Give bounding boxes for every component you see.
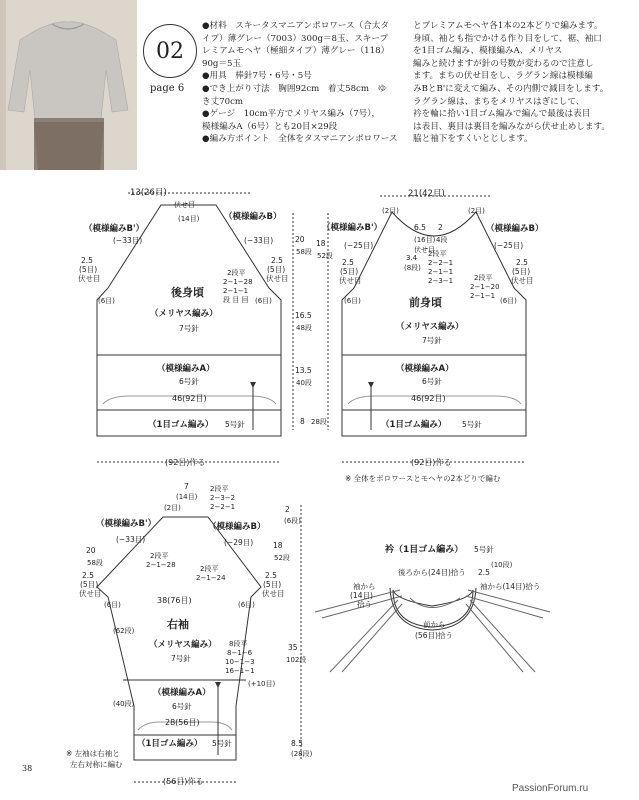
- front-top-width: 21(42目): [408, 189, 445, 199]
- front-neck-row-3: 2−1−1: [428, 268, 454, 276]
- instruction-line: ます。まちの伏せ目をし、ラグラン線は模様編: [413, 71, 593, 82]
- sleeve-dec-right: (−29目): [224, 538, 254, 547]
- sleeve-pattern-b-left: （模様編みB'）: [96, 519, 157, 529]
- back-dec-row-2: 2−1−28: [223, 278, 253, 286]
- back-six-right: (6目): [255, 297, 272, 305]
- collar-left-pick: 拾う: [357, 600, 372, 609]
- materials-line: ●でき上がり寸法 胸囲92cm 着丈58cm ゆ: [202, 83, 387, 94]
- sleeve-left-40: (40段): [113, 700, 135, 708]
- front-rag-row-1: 2段平: [474, 274, 493, 282]
- sleeve-rib-needle: 5号針: [212, 739, 232, 748]
- sleeve-top-row-1: 2段平: [210, 485, 229, 493]
- front-dec-left: (−25目): [344, 241, 374, 250]
- sleeve-left-58: 58段: [87, 559, 103, 567]
- instruction-line: 身頃、袖とも指でかける作り目をして、裾、袖口: [413, 33, 602, 44]
- sleeve-two-left: (2目): [164, 504, 181, 512]
- back-side-right-1: 2.5: [271, 256, 283, 265]
- collar-front-from: 前から: [423, 620, 446, 629]
- back-dim-8: 8: [300, 417, 305, 426]
- page-number: 38: [22, 764, 33, 773]
- front-width-46: 46(92目): [411, 394, 446, 403]
- front-six-left: (6目): [344, 297, 361, 305]
- collar-raglan-line-left-3: [330, 600, 398, 672]
- back-pattern-b-left: （模様編みB'）: [84, 224, 145, 234]
- sleeve-six-right: (6目): [238, 601, 255, 609]
- front-neck-row-1: 2段平: [428, 250, 447, 258]
- sleeve-dim-2: 2: [285, 505, 290, 514]
- collar-front-count: (56目)拾う: [415, 631, 453, 640]
- front-neck-row-2: 2−2−1: [428, 259, 454, 267]
- sleeve-dim-6: (6段): [284, 517, 301, 525]
- sleeve-top-row-2: 2−3−2: [210, 494, 236, 502]
- materials-line: ●用具 棒針7号・6号・5号: [202, 71, 312, 82]
- front-cast-on: (92目)作る: [411, 458, 452, 467]
- front-side-left-2: (5目): [340, 267, 359, 276]
- sleeve-cast-on: (56目)作る: [163, 777, 204, 786]
- instruction-line: 脇と袖下をすくいとじします。: [413, 134, 533, 145]
- back-six-left: (6目): [98, 297, 115, 305]
- sleeve-body-needle: 7号針: [171, 654, 191, 663]
- sleeve-pattern-b-right: （模様編みB）: [208, 522, 266, 532]
- back-dec-row-3: 2−1−1: [223, 287, 249, 295]
- front-neck-65: 6.5: [414, 223, 426, 232]
- sleeve-rows-left-2: 2−1−28: [146, 561, 176, 569]
- sleeve-dec-left: (−33目): [116, 535, 146, 544]
- back-title: 後身頃: [171, 286, 204, 299]
- sleeve-inc-row-1: 8段平: [229, 640, 248, 648]
- back-body-needle: 7号針: [179, 324, 199, 333]
- sleeve-inc-row-4: 16−1−1: [225, 667, 255, 675]
- sleeve-dim-28: (28段): [291, 750, 313, 758]
- front-two-left: (2目): [382, 207, 399, 215]
- sleeve-width-28: 28(56目): [165, 718, 200, 727]
- sleeve-rows-left-1: 2段平: [150, 552, 169, 560]
- sleeve-note-1: ※ 左袖は右袖と: [66, 749, 120, 758]
- front-neck-16: (16目): [414, 236, 436, 244]
- instruction-line: 編みと続けますが針の号数が変わるので注意し: [413, 58, 594, 69]
- back-dec-row-4: 段 目 回: [223, 296, 249, 304]
- front-dim-34: 3.4: [406, 254, 418, 262]
- instruction-line: 衿を輪に拾い1目ゴム編みで編んで最後は表目: [413, 109, 591, 120]
- sleeve-pattern-a-needle: 6号針: [172, 702, 192, 711]
- back-dim-135: 13.5: [295, 366, 312, 375]
- materials-line: ●ゲージ 10cm平方でメリヤス編み（7号），: [202, 109, 381, 120]
- back-side-left-1: 2.5: [81, 256, 93, 265]
- pattern-number: 02: [143, 24, 197, 78]
- back-dim-58: 58段: [296, 248, 312, 256]
- front-pattern-a-needle: 6号針: [422, 377, 442, 386]
- sleeve-dim-85: 8.5: [291, 739, 303, 748]
- instruction-line: ラグラン線は、まちをメリヤスはぎにして、: [413, 96, 585, 107]
- front-neck-bind: 伏せ目: [414, 246, 435, 254]
- back-dec-row-1: 2段平: [227, 269, 246, 277]
- sleeve-dim-18: 18: [273, 541, 283, 550]
- front-title: 前身頃: [409, 296, 442, 309]
- front-side-left-3: 伏せ目: [339, 276, 362, 285]
- sleeve-left-20: 20: [86, 546, 96, 555]
- materials-line: ●材料 スキータスマニアンポロワース（合太タ: [202, 21, 390, 31]
- back-rib: （1目ゴム編み）: [148, 420, 214, 430]
- materials-line: 模様編みA（6号）とも20目×29段: [202, 121, 338, 132]
- sleeve-side-left-2: (5目): [80, 580, 99, 589]
- collar-raglan-line-left-4: [342, 604, 402, 672]
- sleeve-body-stitch: （メリヤス編み）: [149, 640, 217, 650]
- back-pattern-b-right: （模様編みB）: [224, 212, 282, 222]
- sleeve-left-62: (62段): [113, 627, 135, 635]
- back-top-stitches: (14目): [178, 215, 200, 223]
- instruction-line: とプレミアムモヘヤ各1本の2本どりで編みます。: [413, 21, 603, 31]
- front-side-right-3: 伏せ目: [511, 276, 534, 285]
- back-dim-20: 20: [295, 235, 305, 244]
- front-pattern-b-left: （模様編みB'）: [322, 223, 383, 233]
- collar-dim-25: 2.5: [478, 568, 490, 577]
- materials-line: き丈70cm: [202, 96, 244, 107]
- collar-title: 衿（1目ゴム編み）: [385, 545, 464, 555]
- back-top-width: 13(26目): [130, 188, 167, 198]
- back-pattern-a: （模様編みA）: [157, 364, 215, 374]
- front-neck-4: 4段: [436, 236, 448, 244]
- front-pattern-a: （模様編みA）: [396, 364, 454, 374]
- sleeve-side-right-3: 伏せ目: [262, 589, 285, 598]
- front-dec-right: (−25目): [494, 241, 524, 250]
- front-pattern-b-right: （模様編みB）: [486, 224, 544, 234]
- front-rag-row-2: 2−1−20: [470, 283, 500, 291]
- collar-dim-10: (10段): [491, 561, 513, 569]
- back-cast-on: (92目)作る: [165, 458, 206, 467]
- sleeve-side-left-1: 2.5: [82, 571, 94, 580]
- front-neck-row-4: 2−3−1: [428, 277, 454, 285]
- sleeve-pattern-a: （模様編みA）: [153, 688, 211, 698]
- sleeve-dim-52: 52段: [274, 554, 290, 562]
- sleeve-inc-row-2: 8−1−6: [227, 649, 253, 657]
- sleeve-rib: （1目ゴム編み）: [137, 739, 203, 749]
- sleeve-inc-plus: (+10目): [248, 680, 276, 688]
- sleeve-side-right-1: 2.5: [265, 571, 277, 580]
- collar-left-from: 袖から: [353, 582, 376, 591]
- back-dec-left: (−33目): [113, 236, 143, 245]
- instruction-line: を1目ゴム編み、模様編みA、メリヤス: [413, 46, 563, 57]
- materials-line: イプ）薄グレー（7003）300g＝8玉、スキープ: [202, 33, 389, 44]
- collar-needle: 5号針: [474, 545, 494, 554]
- collar-raglan-line-right-4: [466, 604, 523, 672]
- front-neck-2: 2: [438, 223, 443, 232]
- sleeve-top-row-3: 2−2−1: [210, 503, 236, 511]
- collar-right-pick: 袖から(14目)拾う: [480, 582, 541, 591]
- front-dim-52: 52段: [317, 252, 333, 260]
- sleeve-rows-right-1: 2段平: [200, 565, 219, 573]
- sleeve-top-7: 7: [184, 482, 189, 491]
- front-two-right: (2目): [468, 207, 485, 215]
- sleeve-top-14: (14目): [176, 493, 198, 501]
- front-side-right-1: 2.5: [516, 258, 528, 267]
- front-rag-row-3: 2−1−1: [470, 292, 496, 300]
- front-note: ※ 全体をポロワースとモヘヤの2本どりで編む: [345, 474, 501, 483]
- front-body-stitch: （メリヤス編み）: [396, 322, 464, 332]
- instruction-line: は表目、裏目は裏目を編みながら伏せ止めします。: [413, 121, 610, 132]
- back-dim-40: 40段: [296, 379, 312, 387]
- back-side-left-3: 伏せ目: [78, 274, 101, 283]
- front-rib: （1目ゴム編み）: [381, 420, 447, 430]
- sleeve-inc-row-3: 10−1−3: [225, 658, 255, 666]
- page-reference: page 6: [150, 83, 185, 94]
- front-dim-8: (8段): [404, 264, 421, 272]
- front-six-right: (6目): [500, 297, 517, 305]
- site-watermark: PassionForum.ru: [512, 783, 589, 794]
- collar-raglan-line-right-3: [470, 600, 535, 672]
- instruction-line: みBとB'に変えて編み、その内側で減目をします。: [413, 83, 609, 94]
- materials-line: レミアムモヘヤ（極細タイプ）薄グレー（118）: [202, 46, 390, 57]
- front-rib-needle: 5号針: [462, 420, 482, 429]
- materials-line: 90g＝5玉: [202, 58, 242, 69]
- sleeve-side-right-2: (5目): [263, 580, 282, 589]
- back-body-stitch: （メリヤス編み）: [150, 309, 218, 319]
- back-dim-28: 28段: [311, 418, 327, 426]
- sleeve-note-2: 左右対称に編む: [70, 760, 123, 769]
- back-rib-needle: 5号針: [225, 420, 245, 429]
- back-pattern-a-needle: 6号針: [179, 377, 199, 386]
- back-bind-off-top: 伏せ目: [174, 201, 195, 209]
- back-dec-right: (−33目): [244, 236, 274, 245]
- front-side-right-2: (5目): [512, 267, 531, 276]
- sleeve-title: 右袖: [167, 618, 189, 631]
- sleeve-rows-right-2: 2−1−24: [196, 574, 226, 582]
- sleeve-width-38: 38(76目): [157, 596, 192, 605]
- back-width-46: 46(92目): [172, 394, 207, 403]
- back-dim-165: 16.5: [295, 311, 312, 320]
- back-side-right-2: (5目): [267, 265, 286, 274]
- back-side-right-3: 伏せ目: [266, 274, 289, 283]
- front-side-left-1: 2.5: [342, 258, 354, 267]
- front-body-needle: 7号針: [422, 336, 442, 345]
- materials-line: ●編み方ポイント 全体をタスマニアンポロワース: [202, 134, 398, 145]
- sleeve-six-left: (6目): [104, 601, 121, 609]
- collar-back-pick: 後ろから(24目)拾う: [398, 568, 466, 577]
- back-dim-48: 48段: [296, 324, 312, 332]
- sleeve-dim-102: 102段: [286, 656, 307, 664]
- sleeve-side-left-3: 伏せ目: [79, 589, 102, 598]
- sleeve-dim-35: 35: [288, 643, 298, 652]
- collar-left-count: (14目): [350, 591, 373, 600]
- front-dim-18: 18: [316, 239, 326, 248]
- back-side-left-2: (5目): [79, 265, 98, 274]
